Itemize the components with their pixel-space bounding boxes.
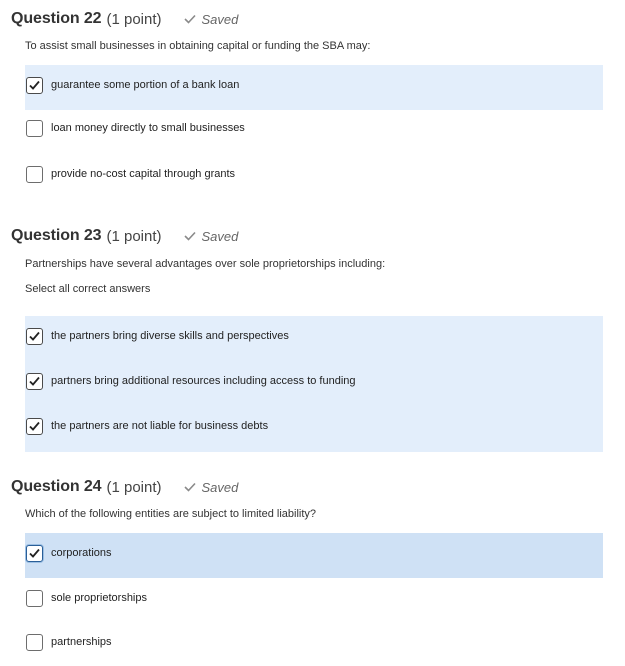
checkmark-icon [184,14,196,24]
answer-label[interactable]: loan money directly to small businesses [51,122,245,134]
answer-label[interactable]: guarantee some portion of a bank loan [51,79,240,91]
question-prompt: Partnerships have several advantages over sole proprietorships including: [25,258,386,270]
answer-checkbox[interactable] [26,120,43,137]
answer-option[interactable] [25,65,603,110]
question-points: (1 point) [106,478,162,496]
answer-checkbox[interactable] [26,418,43,435]
question-header [11,225,238,247]
answer-option[interactable] [25,316,603,361]
answer-checkbox[interactable] [26,77,43,94]
answer-checkbox[interactable] [26,590,43,607]
answer-label[interactable]: provide no-cost capital through grants [51,168,236,180]
answer-option[interactable] [25,578,603,623]
answer-checkbox[interactable] [26,545,43,562]
saved-status [184,229,239,244]
answer-label[interactable]: sole proprietorships [51,592,147,604]
checkmark-icon [184,482,196,492]
answer-label[interactable]: partners bring additional resources including access to funding [51,375,356,387]
question-title: Question 22 [11,10,102,27]
question-title: Question 23 [11,227,102,244]
answer-option[interactable] [25,406,603,451]
saved-status [184,12,239,27]
answer-label[interactable]: partnerships [51,636,112,648]
answer-option[interactable] [25,533,603,578]
question-prompt: Which of the following entities are subject to limited liability? [25,508,317,520]
saved-status-text: Saved [201,228,239,244]
checkmark-icon [28,375,41,388]
question-title: Question 24 [11,478,102,495]
question-instruction: Select all correct answers [25,283,151,295]
question-header [11,8,238,30]
answer-label[interactable]: the partners bring diverse skills and perspectives [51,330,289,342]
saved-status-text: Saved [201,11,239,27]
answer-option[interactable] [25,108,603,153]
question-points: (1 point) [106,227,162,245]
answer-checkbox[interactable] [26,166,43,183]
checkmark-icon [28,330,41,343]
answer-label[interactable]: the partners are not liable for business debts [51,420,269,432]
checkmark-icon [184,231,196,241]
answer-checkbox[interactable] [26,373,43,390]
saved-status-text: Saved [201,479,239,495]
answer-checkbox[interactable] [26,328,43,345]
question-prompt: To assist small businesses in obtaining capital or funding the SBA may: [25,40,371,52]
answer-option[interactable] [25,154,603,199]
saved-status [184,480,239,495]
answer-option[interactable] [25,361,603,406]
question-points: (1 point) [106,10,162,28]
checkmark-icon [28,420,41,433]
question-header [11,476,238,498]
answer-checkbox[interactable] [26,634,43,651]
answer-label[interactable]: corporations [51,547,112,559]
checkmark-icon [28,79,41,92]
answer-option[interactable] [25,622,603,666]
checkmark-icon [28,547,41,560]
